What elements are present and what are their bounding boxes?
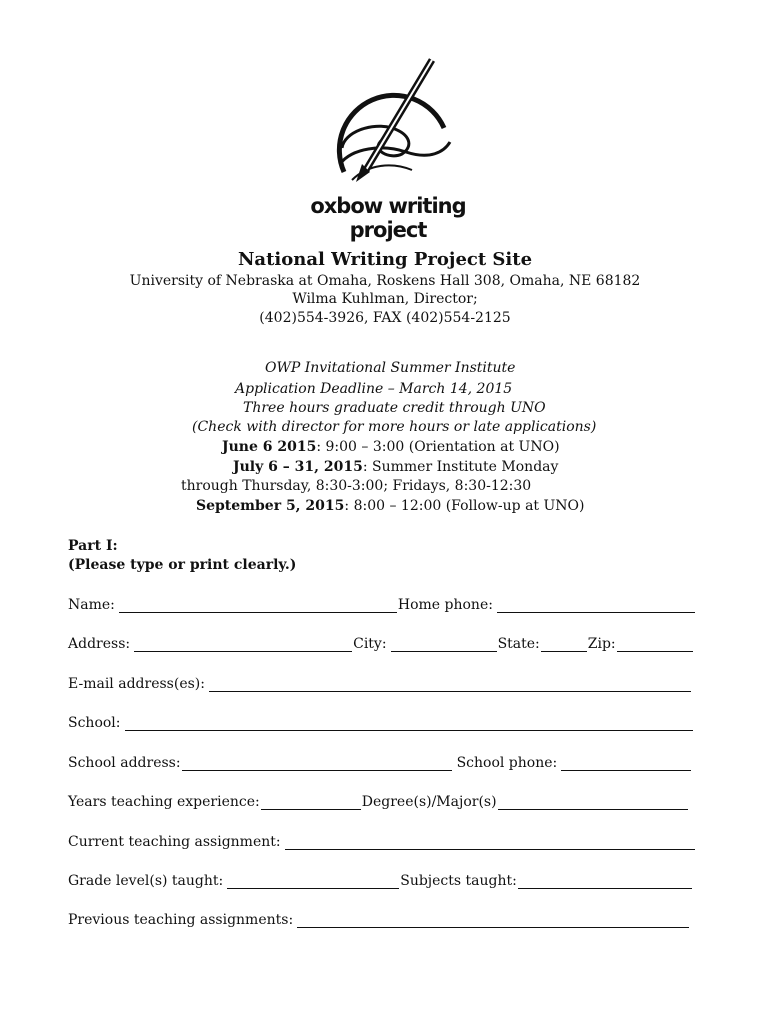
logo-wordmark: oxbow writing project [310, 194, 466, 242]
summer-institute-date: July 6 – 31, 2015 [233, 459, 363, 475]
school-row [68, 715, 694, 731]
current-assignment-field[interactable] [285, 837, 695, 850]
school-label: School: [68, 715, 121, 731]
site-address: University of Nebraska at Omaha, Roskens Hall 308, Omaha, NE 68182 [129, 273, 641, 289]
orientation-line [222, 439, 560, 455]
current-assignment-label: Current teaching assignment: [68, 834, 281, 850]
summer-institute-line [233, 459, 558, 475]
contact-phone: (402)554-3926, FAX (402)554-2125 [259, 310, 511, 326]
name-label: Name: [68, 597, 115, 613]
school-address-label: School address: [68, 755, 181, 771]
zip-label: Zip: [587, 636, 616, 652]
state-field[interactable] [541, 639, 587, 652]
summer-institute-hours: through Thursday, 8:30-3:00; Fridays, 8:30-12:30 [181, 478, 532, 494]
experience-row [68, 794, 689, 810]
previous-assignments-field[interactable] [297, 915, 689, 928]
address-label: Address: [68, 636, 131, 652]
director-check-note: (Check with director for more hours or late applications) [192, 419, 597, 435]
email-field[interactable] [209, 679, 691, 692]
name-field[interactable] [119, 600, 397, 613]
city-field[interactable] [391, 639, 497, 652]
name-row [68, 597, 696, 613]
state-label: State: [497, 636, 540, 652]
director-line: Wilma Kuhlman, Director; [292, 291, 478, 307]
city-label: City: [353, 636, 387, 652]
school-address-field[interactable] [182, 758, 452, 771]
part-instruction: (Please type or print clearly.) [68, 557, 297, 573]
orientation-date: June 6 2015 [222, 439, 317, 455]
degree-field[interactable] [498, 797, 688, 810]
grade-level-field[interactable] [227, 876, 399, 889]
part-heading: Part I: [68, 538, 118, 554]
school-address-row [68, 755, 692, 771]
institute-name: OWP Invitational Summer Institute [265, 360, 516, 376]
credit-info: Three hours graduate credit through UNO [243, 400, 546, 416]
subjects-taught-field[interactable] [518, 876, 692, 889]
home-phone-field[interactable] [497, 600, 695, 613]
degree-label: Degree(s)/Major(s) [361, 794, 497, 810]
followup-line [196, 498, 584, 514]
email-label: E-mail address(es): [68, 676, 205, 692]
home-phone-label: Home phone: [397, 597, 493, 613]
zip-field[interactable] [617, 639, 693, 652]
years-experience-field[interactable] [261, 797, 361, 810]
summer-institute-detail: : Summer Institute Monday [362, 459, 559, 475]
address-field[interactable] [134, 639, 352, 652]
address-row [68, 636, 694, 652]
current-assignment-row [68, 834, 696, 850]
application-deadline: Application Deadline – March 14, 2015 [235, 381, 513, 397]
school-phone-label: School phone: [456, 755, 558, 771]
years-experience-label: Years teaching experience: [68, 794, 260, 810]
previous-assignments-label: Previous teaching assignments: [68, 912, 294, 928]
page-title: National Writing Project Site [237, 249, 533, 270]
previous-assignments-row [68, 912, 690, 928]
school-phone-field[interactable] [561, 758, 691, 771]
grade-level-label: Grade level(s) taught: [68, 873, 224, 889]
orientation-detail: : 9:00 – 3:00 (Orientation at UNO) [316, 439, 560, 455]
followup-detail: : 8:00 – 12:00 (Follow-up at UNO) [344, 498, 585, 514]
subjects-taught-label: Subjects taught: [400, 873, 517, 889]
followup-date: September 5, 2015 [196, 498, 345, 514]
email-row [68, 676, 692, 692]
school-field[interactable] [125, 718, 693, 731]
grade-row [68, 873, 693, 889]
